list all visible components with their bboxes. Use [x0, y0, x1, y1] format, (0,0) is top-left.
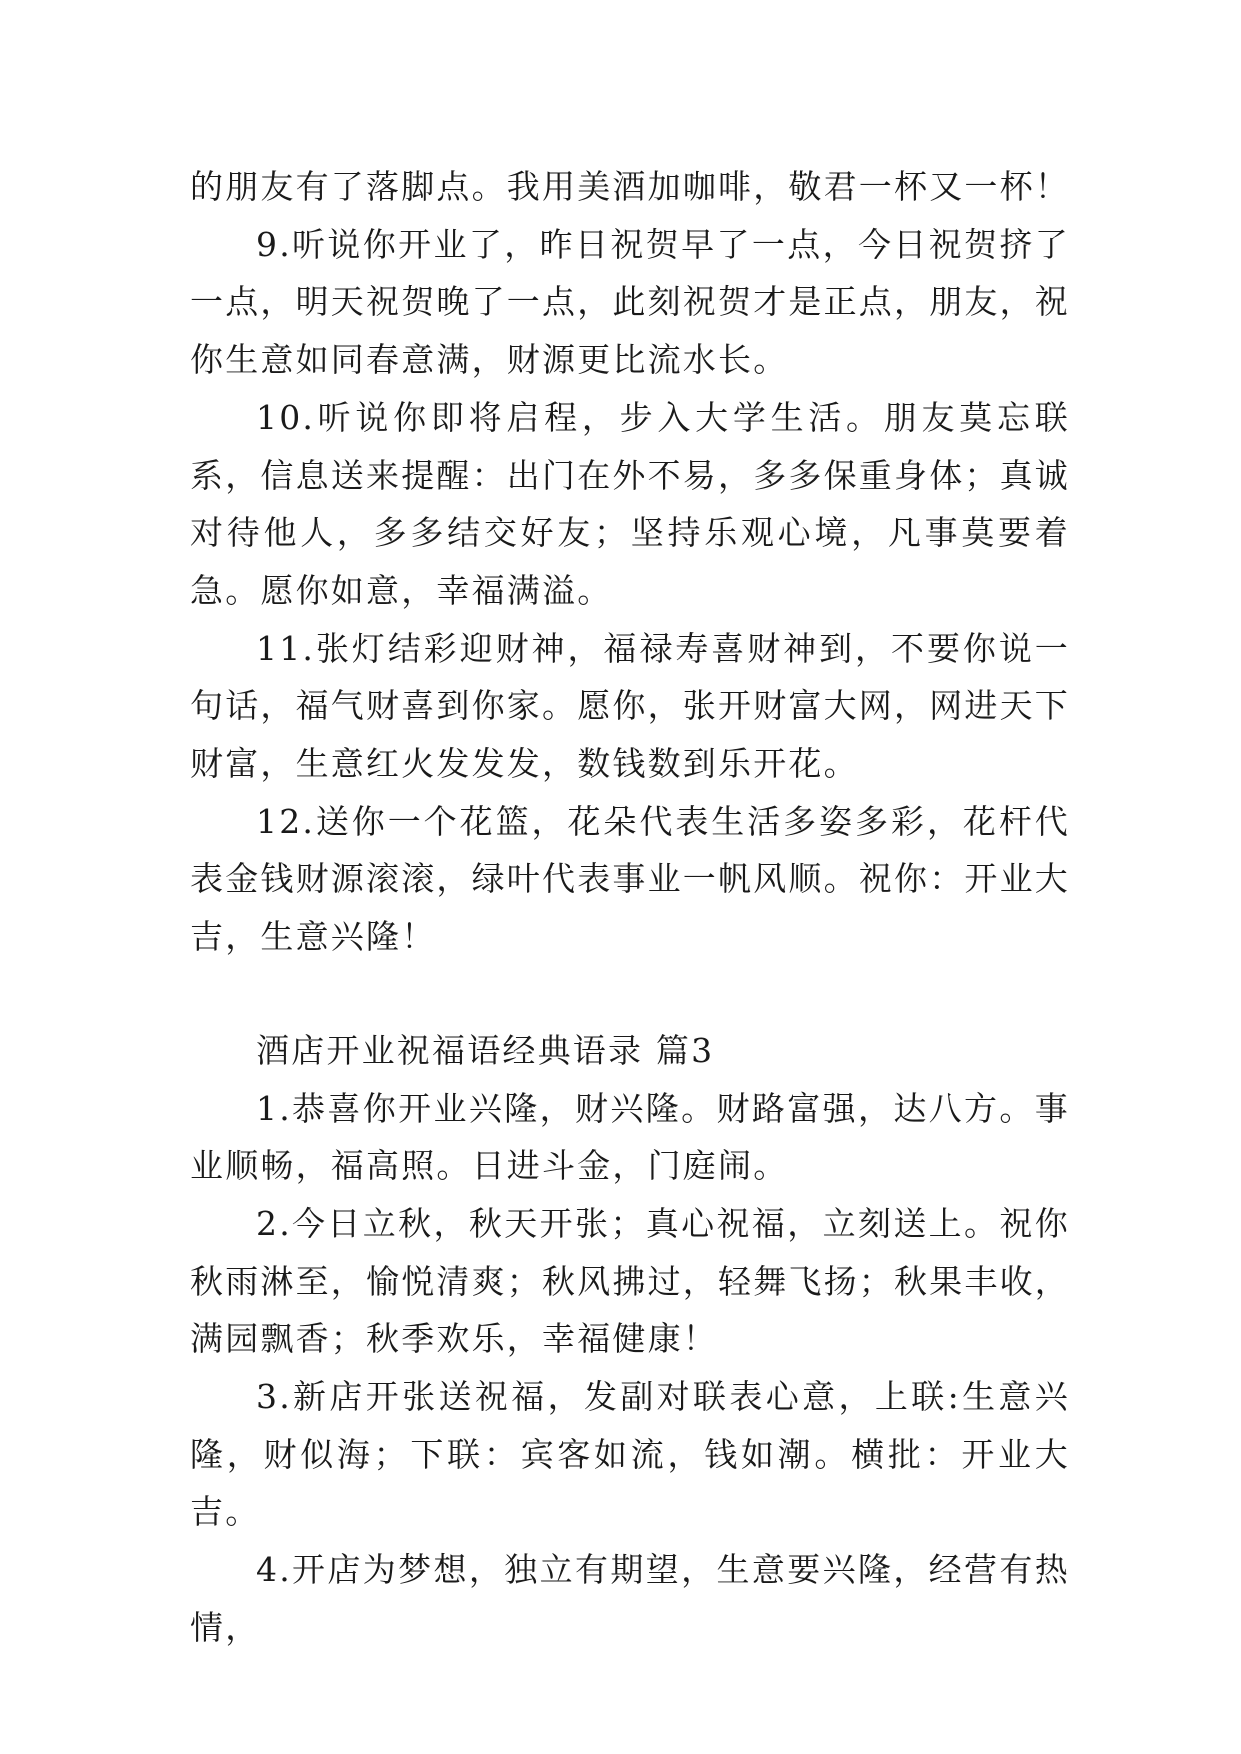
document-body [190, 158, 1070, 1657]
paragraph-item-11: 11.张灯结彩迎财神，福禄寿喜财神到，不要你说一句话，福气财喜到你家。愿你，张开财富大网，网进天下财富，生意红火发发发，数钱数到乐开花。 [190, 628, 1070, 784]
paragraph-continuation: 的朋友有了落脚点。我用美酒加咖啡，敬君一杯又一杯！ [190, 167, 1070, 206]
paragraph-item-9: 9.听说你开业了，昨日祝贺早了一点，今日祝贺挤了一点，明天祝贺晚了一点，此刻祝贺才是正点，朋友，祝你生意如同春意满，财源更比流水长。 [190, 224, 1070, 380]
paragraph-item-10: 10.听说你即将启程，步入大学生活。朋友莫忘联系，信息送来提醒：出门在外不易，多多保重身体；真诚对待他人，多多结交好友；坚持乐观心境，凡事莫要着急。愿你如意，幸福满溢。 [190, 397, 1070, 610]
paragraph-item-12: 12.送你一个花篮，花朵代表生活多姿多彩，花杆代表金钱财源滚滚，绿叶代表事业一帆风顺。祝你：开业大吉，生意兴隆！ [190, 801, 1070, 957]
paragraph-item-4: 4.开店为梦想，独立有期望，生意要兴隆，经营有热情， [190, 1550, 1070, 1647]
section-heading: 酒店开业祝福语经典语录 篇3 [256, 1030, 715, 1070]
paragraph-item-2: 2.今日立秋，秋天开张；真心祝福，立刻送上。祝你秋雨淋至，愉悦清爽；秋风拂过，轻舞飞扬；秋果丰收，满园飘香；秋季欢乐，幸福健康！ [190, 1203, 1070, 1359]
paragraph-item-1: 1.恭喜你开业兴隆，财兴隆。财路富强，达八方。事业顺畅，福高照。日进斗金，门庭闹。 [190, 1088, 1070, 1186]
paragraph-item-3: 3.新店开张送祝福，发副对联表心意，上联:生意兴隆，财似海；下联：宾客如流，钱如潮。横批：开业大吉。 [190, 1377, 1070, 1532]
